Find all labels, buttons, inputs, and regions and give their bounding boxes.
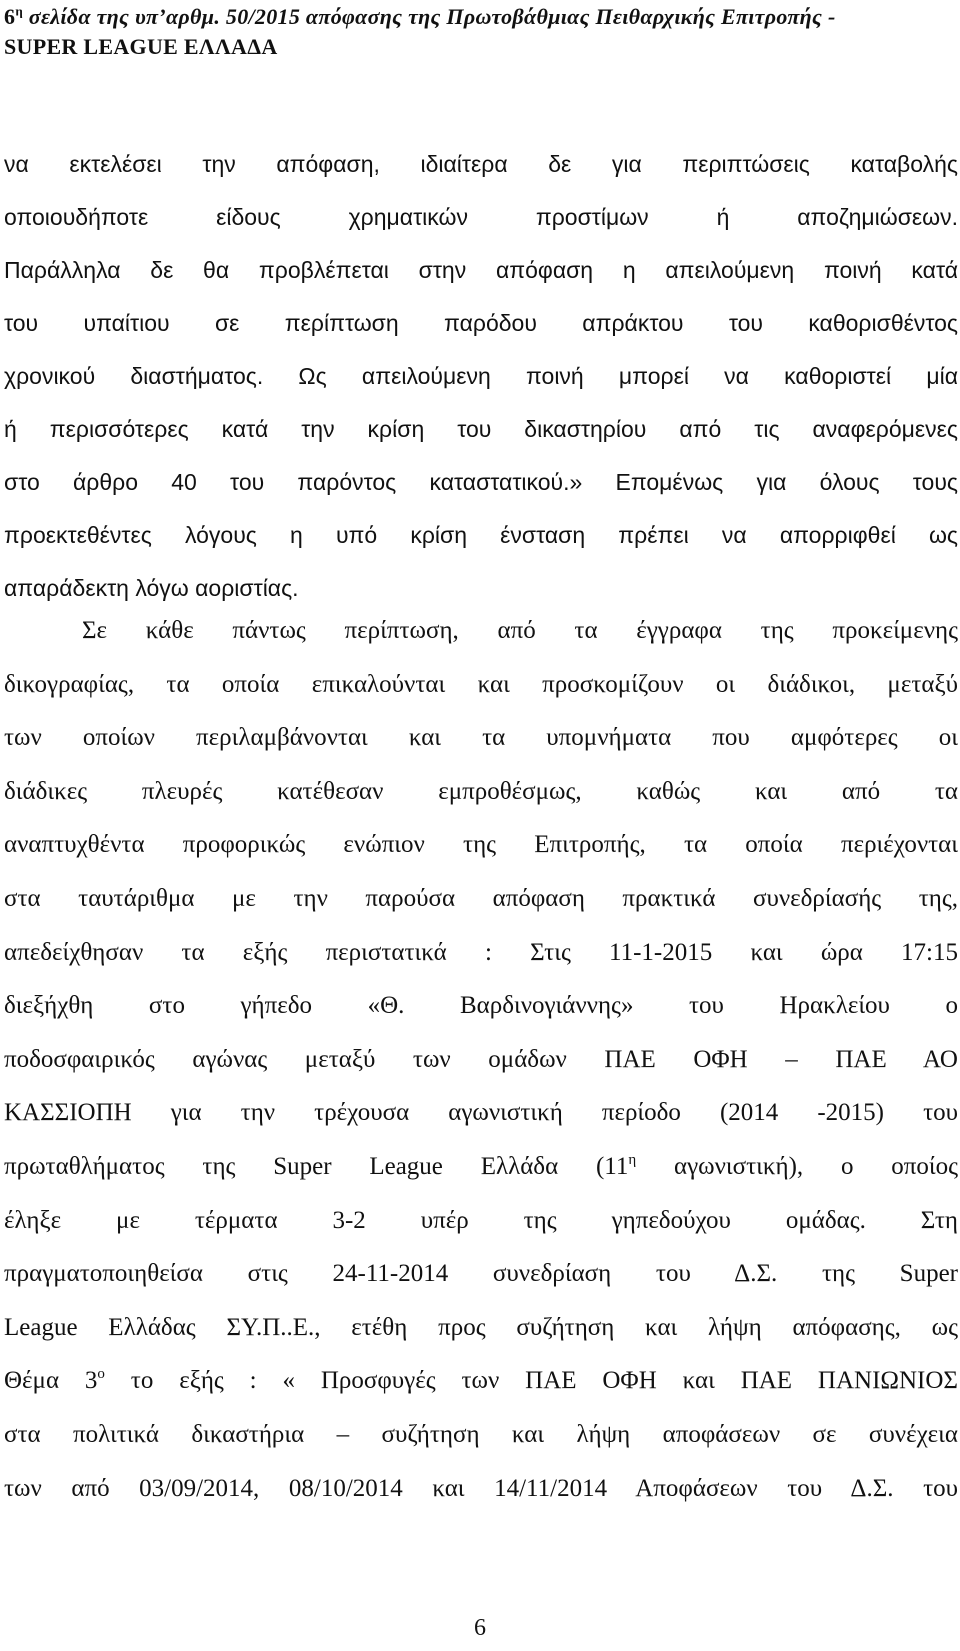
text-line: του υπαίτιου σε περίπτωση παρόδου απράκτου του καθορισθέντος <box>4 310 958 336</box>
paragraph-1 <box>4 138 958 615</box>
text-line: δικογραφίας, τα οποία επικαλούνται και προσκομίζουν οι διάδικοι, μεταξύ <box>4 670 958 698</box>
text-line-with-superscript <box>4 1140 958 1194</box>
text-line: ή περισσότερες κατά την κρίση του δικαστηρίου από τις αναφερόμενες <box>4 416 958 442</box>
text-line: διάδικες πλευρές κατέθεσαν εμπροθέσμως, καθώς και από τα <box>4 777 958 805</box>
superscript: η <box>628 1151 637 1168</box>
text-line-with-superscript <box>4 1354 958 1408</box>
text-line: οποιουδήποτε είδους χρηματικών προστίμων ή αποζημιώσεων. <box>4 204 958 230</box>
text-line: των οποίων περιλαμβάνονται και τα υπομνήματα που αμφότερες οι <box>4 724 958 752</box>
text-line: έληξε με τέρματα 3-2 υπέρ της γηπεδούχου ομάδας. Στη <box>4 1206 958 1234</box>
text-line: στο άρθρο 40 του παρόντος καταστατικού.» Επομένως για όλους τους <box>4 469 958 495</box>
header-page-sup: η <box>15 3 23 19</box>
text-line: αναπτυχθέντα προφορικώς ενώπιον της Επιτροπής, τα οποία περιέχονται <box>4 831 958 859</box>
text-fragment: πρωταθλήματος της Super League Ελλάδα (11 <box>4 1152 629 1180</box>
text-line: απεδείχθησαν τα εξής περιστατικά : Στις 11-1-2015 και ώρα 17:15 <box>4 938 958 966</box>
header-page-number: 6 <box>4 4 16 29</box>
superscript: ο <box>97 1366 105 1383</box>
text-line: χρονικού διαστήματος. Ως απειλούμενη ποινή μπορεί να καθοριστεί μία <box>4 363 958 389</box>
text-line: στα ταυτάριθμα με την παρούσα απόφαση πρακτικά συνεδρίασής της, <box>4 884 958 912</box>
text-fragment: το εξής : « Προσφυγές των ΠΑΕ ΟΦΗ και ΠΑΕ ΠΑΝΙΩΝΙΟΣ <box>104 1367 958 1395</box>
text-fragment: αγωνιστική), ο οποίος <box>636 1152 958 1180</box>
text-line: απαράδεκτη λόγω αοριστίας. <box>4 575 299 601</box>
text-line: ΚΑΣΣΙΟΠΗ για την τρέχουσα αγωνιστική περίοδο (2014 -2015) του <box>4 1099 958 1127</box>
header-title: σελίδα της υπ’αρθμ. 50/2015 απόφασης της Πρωτοβάθμιας Πειθαρχικής Επιτροπής - <box>23 4 836 29</box>
text-line: διεξήχθη στο γήπεδο «Θ. Βαρδινογιάννης» του Ηρακλείου ο <box>4 992 958 1020</box>
text-line: πραγματοποιηθείσα στις 24-11-2014 συνεδρίαση του Δ.Σ. της Super <box>4 1260 958 1288</box>
text-line: League Ελλάδας ΣΥ.Π..Ε., ετέθη προς συζήτηση και λήψη απόφασης, ως <box>4 1313 958 1341</box>
header-title-line2: SUPER LEAGUE ΕΛΛΑΔΑ <box>4 34 278 59</box>
text-line: Σε κάθε πάντως περίπτωση, από τα έγγραφα της προκείμενης <box>82 617 958 644</box>
text-line: Παράλληλα δε θα προβλέπεται στην απόφαση η απειλούμενη ποινή κατά <box>4 257 958 283</box>
paragraph-2 <box>4 604 958 1515</box>
text-line: προεκτεθέντες λόγους η υπό κρίση ένσταση πρέπει να απορριφθεί ως <box>4 522 958 548</box>
text-line: ποδοσφαιρικός αγώνας μεταξύ των ομάδων ΠΑΕ ΟΦΗ – ΠΑΕ ΑΟ <box>4 1045 958 1073</box>
page-header <box>4 2 944 62</box>
text-line: να εκτελέσει την απόφαση, ιδιαίτερα δε για περιπτώσεις καταβολής <box>4 151 958 177</box>
text-line: των από 03/09/2014, 08/10/2014 και 14/11/2014 Αποφάσεων του Δ.Σ. του <box>4 1474 958 1502</box>
text-line: στα πολιτικά δικαστήρια – συζήτηση και λήψη αποφάσεων σε συνέχεια <box>4 1420 958 1448</box>
text-fragment: Θέμα 3 <box>4 1367 98 1395</box>
page-number: 6 <box>474 1615 486 1641</box>
